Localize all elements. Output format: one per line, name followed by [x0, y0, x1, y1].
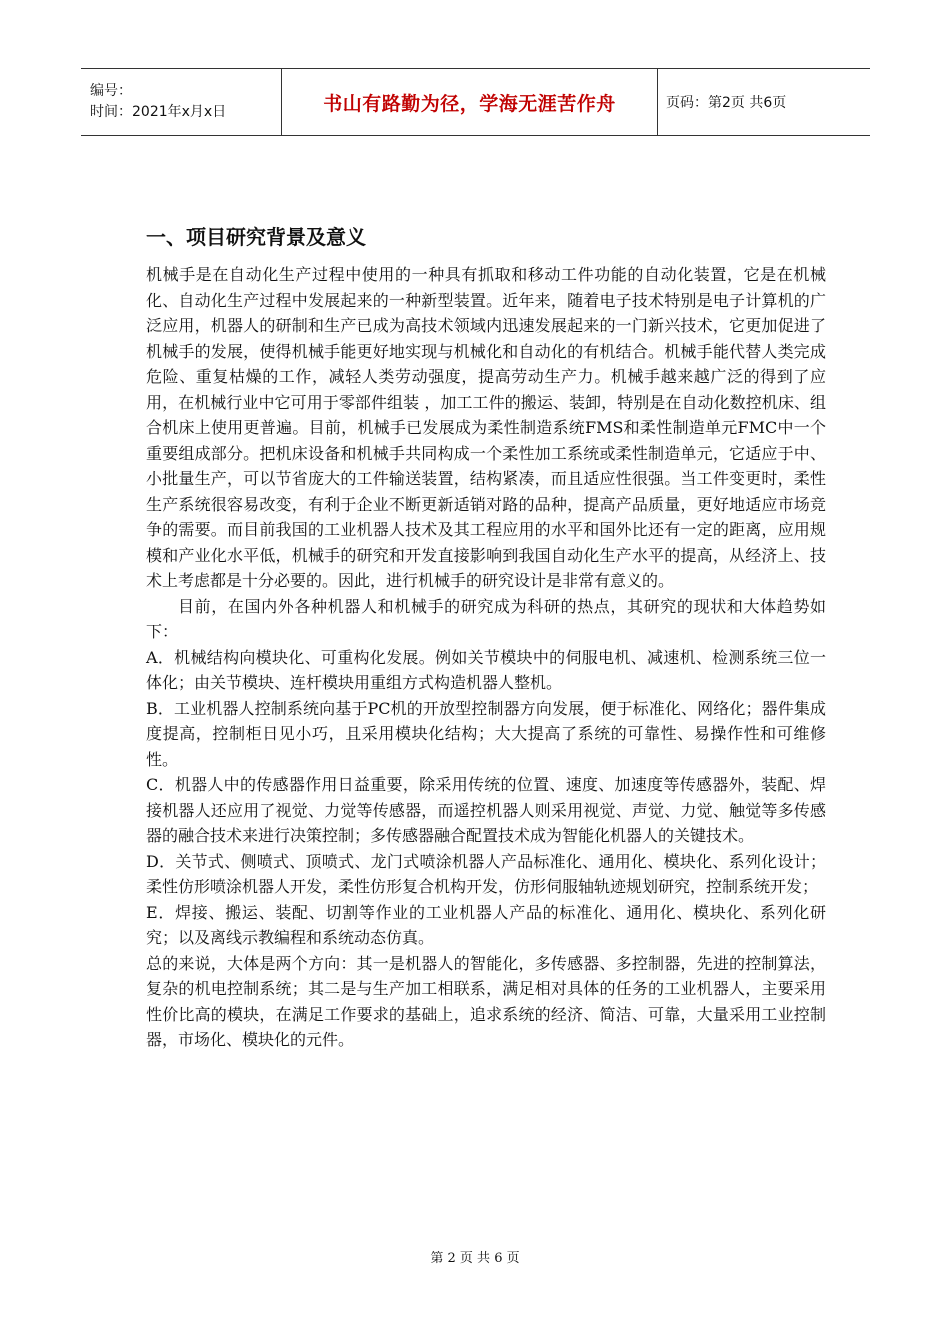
trend-item-e: E．焊接、搬运、装配、切割等作业的工业机器人产品的标准化、通用化、模块化、系列化研究；以及离线示教编程和系统动态仿真。 [146, 902, 826, 947]
header-table [81, 68, 870, 136]
intro-paragraph: 机械手是在自动化生产过程中使用的一种具有抓取和移动工件功能的自动化装置，它是在机械化、自动化生产过程中发展起来的一种新型装置。近年来，随着电子技术特别是电子计算机的广泛应用，机器人的研制和生产已成为高技术领域内迅速发展起来的一门新兴技术，它更加促进了机械手的发展，使得机械手能更好地实现与机械化和自动化的有机结合。机械手能代替人类完成危险、重复枯燥的工作，减轻人类劳动强度，提高劳动生产力。机械手越来越广泛的得到了应用，在机械行业中它可用于零部件组装 ，加工工件的搬运、装卸，特别是在自动化数控机床、组合机床上使用更普遍。目前，机械手已发展成为柔性制造系统FMS和柔性制造单元FMC中一个重要组成部分。把机床设备和机械手共同构成一个柔性加工系统或柔性制造单元，它适应于中、小批量生产，可以节省庞大的工件输送装置，结构紧凑，而且适应性很强。当工件变更时，柔性生产系统很容易改变，有利于企业不断更新适销对路的品种，提高产品质量，更好地适应市场竞争的需要。而目前我国的工业机器人技术及其工程应用的水平和国外比还有一定的距离，应用规模和产业化水平低，机械手的研究和开发直接影响到我国自动化生产水平的提高，从经济上、技术上考虑都是十分必要的。因此，进行机械手的研究设计是非常有意义的。 [146, 265, 826, 590]
trend-item-c: C．机器人中的传感器作用日益重要，除采用传统的位置、速度、加速度等传感器外，装配、焊接机器人还应用了视觉、力觉等传感器，而遥控机器人则采用视觉、声觉、力觉、触觉等多传感器的融合技术来进行决策控制；多传感器融合配置技术成为智能化机器人的关键技术。 [146, 775, 826, 845]
header-motto-cell [282, 69, 658, 135]
header-meta-cell [81, 69, 282, 135]
document-date: 时间：2021年x月x日 [90, 104, 227, 120]
page-footer: 第 2 页 共 6 页 [430, 1251, 520, 1266]
trend-item-b: B．工业机器人控制系统向基于PC机的开放型控制器方向发展，便于标准化、网络化；器件集成度提高，控制柜日见小巧，且采用模块化结构；大大提高了系统的可靠性、易操作性和可维修性。 [146, 698, 826, 769]
trend-intro-paragraph: 目前，在国内外各种机器人和机械手的研究成为科研的热点，其研究的现状和大体趋势如下： [146, 596, 826, 641]
section-title: 一、项目研究背景及意义 [146, 225, 366, 249]
document-body [146, 222, 826, 1053]
trend-item-d: D．关节式、侧喷式、顶喷式、龙门式喷涂机器人产品标准化、通用化、模块化、系列化设计；柔性仿形喷涂机器人开发，柔性仿形复合机构开发，仿形伺服轴轨迹规划研究，控制系统开发； [146, 851, 826, 896]
trend-item-a: A．机械结构向模块化、可重构化发展。例如关节模块中的伺服电机、减速机、检测系统三位一体化；由关节模块、连杆模块用重组方式构造机器人整机。 [146, 647, 826, 692]
summary-paragraph: 总的来说，大体是两个方向：其一是机器人的智能化，多传感器、多控制器，先进的控制算法，复杂的机电控制系统；其二是与生产加工相联系，满足相对具体的任务的工业机器人，主要采用性价比高的模块，在满足工作要求的基础上，追求系统的经济、简洁、可靠，大量采用工业控制器，市场化、模块化的元件。 [146, 953, 826, 1049]
header-page-info: 页码：第2页 共6页 [666, 95, 787, 111]
document-number-label: 编号： [90, 83, 132, 99]
header-page-cell [658, 69, 870, 135]
header-motto: 书山有路勤为径，学海无涯苦作舟 [323, 92, 616, 115]
